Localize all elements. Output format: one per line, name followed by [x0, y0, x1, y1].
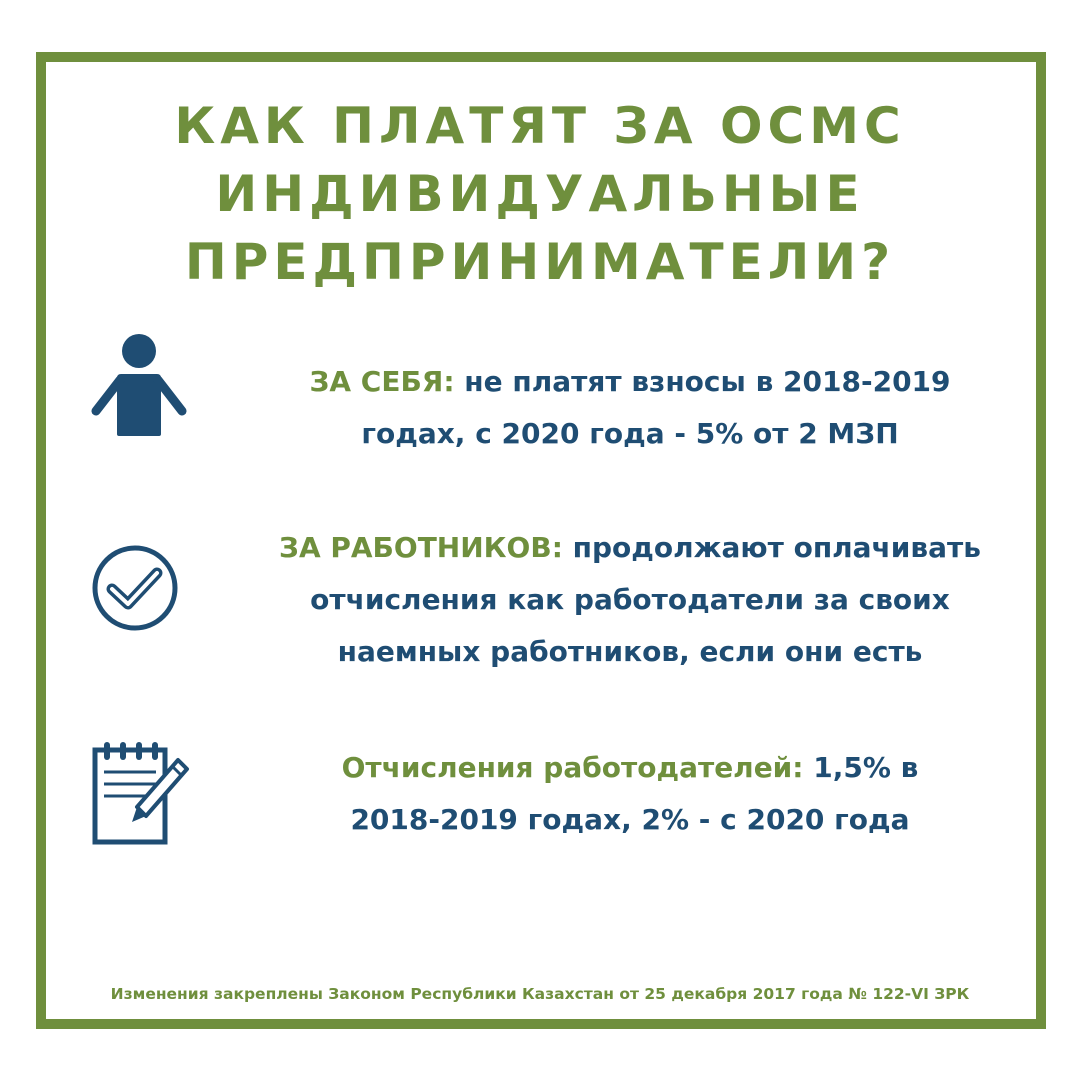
- title-line-2: ИНДИВИДУАЛЬНЫЕ: [215, 165, 865, 223]
- item-employer-line-2: 2018-2019 годах, 2% - с 2020 года: [350, 803, 910, 836]
- item-employer-text-1: 1,5% в: [803, 751, 919, 784]
- item-self: [250, 356, 1010, 460]
- item-employer-contributions: [250, 742, 1010, 846]
- footer-law-note: Изменения закреплены Законом Республики Казахстан от 25 декабря 2017 года № 122-VI ЗРК: [110, 985, 970, 1003]
- item-self-line-2: годах, с 2020 года - 5% от 2 МЗП: [361, 417, 899, 450]
- item-employees-line-3: наемных работников, если они есть: [337, 635, 923, 668]
- title-line-3: ПРЕДПРИНИМАТЕЛИ?: [184, 233, 896, 291]
- item-employees-text-1: продолжают оплачивать: [562, 531, 981, 564]
- page-title: [0, 92, 1080, 296]
- title-line-1: КАК ПЛАТЯТ ЗА ОСМС: [174, 97, 906, 155]
- checkmark-circle-icon: [90, 543, 180, 633]
- item-self-text-1: не платят взносы в 2018-2019: [454, 365, 951, 398]
- item-employees-label: ЗА РАБОТНИКОВ:: [279, 531, 563, 564]
- item-employer-label: Отчисления работодателей:: [341, 751, 804, 784]
- item-self-label: ЗА СЕБЯ:: [309, 365, 455, 398]
- notepad-pencil-icon: [90, 740, 190, 846]
- item-employees: [250, 522, 1010, 678]
- item-employer-line-1: [250, 742, 1010, 794]
- person-icon: [88, 332, 190, 438]
- item-self-line-1: [250, 356, 1010, 408]
- item-employees-line-2: отчисления как работодатели за своих: [310, 583, 950, 616]
- item-employees-line-1: [250, 522, 1010, 574]
